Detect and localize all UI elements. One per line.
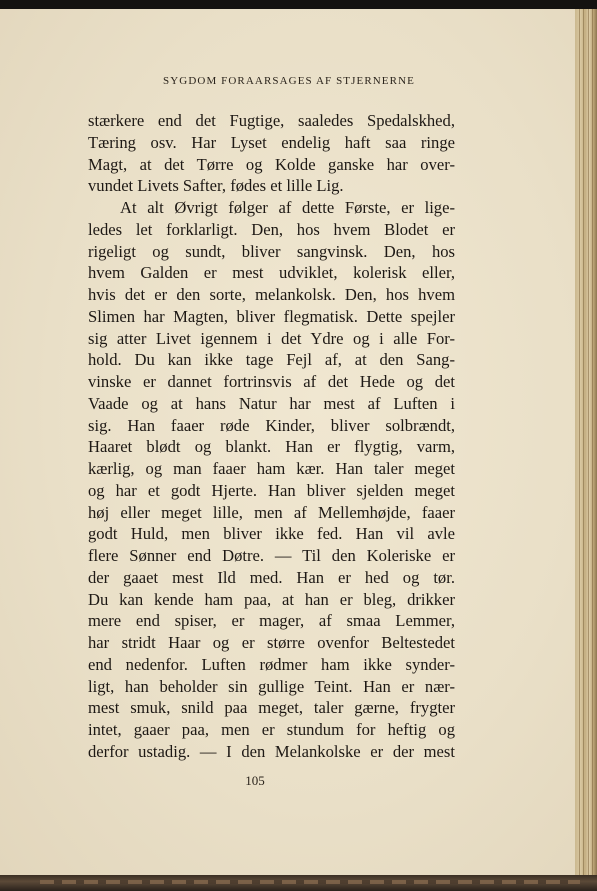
text-line: Vaade og at hans Natur har mest af Luften i (88, 393, 455, 413)
bottom-binding-pattern (40, 880, 580, 884)
text-line: der gaaet mest Ild med. Han er hed og tør. (88, 567, 455, 587)
text-line: ligt, han beholder sin gullige Teint. Han er nær- (88, 676, 455, 696)
text-line: hold. Du kan ikke tage Fejl af, at den Sang- (88, 350, 455, 370)
text-line: Haaret blødt og blankt. Han er flygtig, varm, (88, 437, 455, 457)
text-line: hvis det er den sorte, melankolsk. Den, hos hvem (88, 285, 455, 304)
page-number: 105 (245, 773, 265, 788)
text-line: ledes let forklarligt. Den, hos hvem Blodet er (88, 219, 455, 239)
text-line: rigeligt og sundt, bliver sangvinsk. Den, hos (88, 241, 455, 261)
text-line: Du kan kende ham paa, at han er bleg, drikker (88, 589, 455, 609)
text-line: vinske er dannet fortrinsvis af det Hede og det (88, 372, 455, 391)
text-line: stærkere end det Fugtige, saaledes Spedalskhed, (88, 111, 455, 130)
text-line: mere end spiser, er mager, af smaa Lemmer, (88, 611, 455, 631)
text-line: kærlig, og man faaer ham kær. Han taler meget (88, 459, 455, 478)
text-line: sig. Han faaer røde Kinder, bliver solbrændt, (88, 415, 455, 435)
text-line: At alt Øvrigt følger af dette Første, er lige- (120, 198, 455, 217)
text-line: Tæring osv. Har Lyset endelig haft saa ringe (88, 132, 455, 152)
top-shadow-edge (0, 0, 597, 9)
text-line: mest smuk, snild paa meget, taler gærne, frygter (88, 698, 455, 718)
text-line: sig atter Livet igennem i det Ydre og i alle For- (88, 328, 455, 348)
body-text (88, 110, 455, 763)
text-line: end nedenfor. Luften rødmer ham ikke synder- (88, 654, 455, 674)
text-line: har stridt Haar og er større ovenfor Beltestedet (88, 633, 455, 652)
fore-edge-line (579, 9, 580, 880)
fore-edge-line (588, 9, 589, 880)
running-head: SYGDOM FORAARSAGES AF STJERNERNE (163, 75, 415, 87)
text-line: vundet Livets Safter, fødes et lille Lig. (88, 176, 344, 196)
text-line: høj eller meget lille, men af Mellemhøjde, faaer (88, 502, 455, 522)
fore-edge-line (592, 9, 593, 880)
text-line: og har et godt Hjerte. Han bliver sjelden meget (88, 480, 455, 500)
text-line: intet, gaaer paa, men er stundum for heftig og (88, 720, 455, 739)
text-line: flere Sønner end Døtre. — Til den Koleriske er (88, 546, 455, 565)
text-line: Slimen har Magten, bliver flegmatisk. Dette spejler (88, 306, 455, 326)
text-line: godt Huld, men bliver ikke fed. Han vil avle (88, 524, 455, 544)
text-line: Magt, at det Tørre og Kolde ganske har over- (88, 154, 455, 174)
fore-edge-line (583, 9, 584, 880)
text-line: hvem Galden er mest udviklet, kolerisk eller, (88, 263, 455, 283)
text-line: derfor ustadig. — I den Melankolske er der mest (88, 741, 455, 761)
